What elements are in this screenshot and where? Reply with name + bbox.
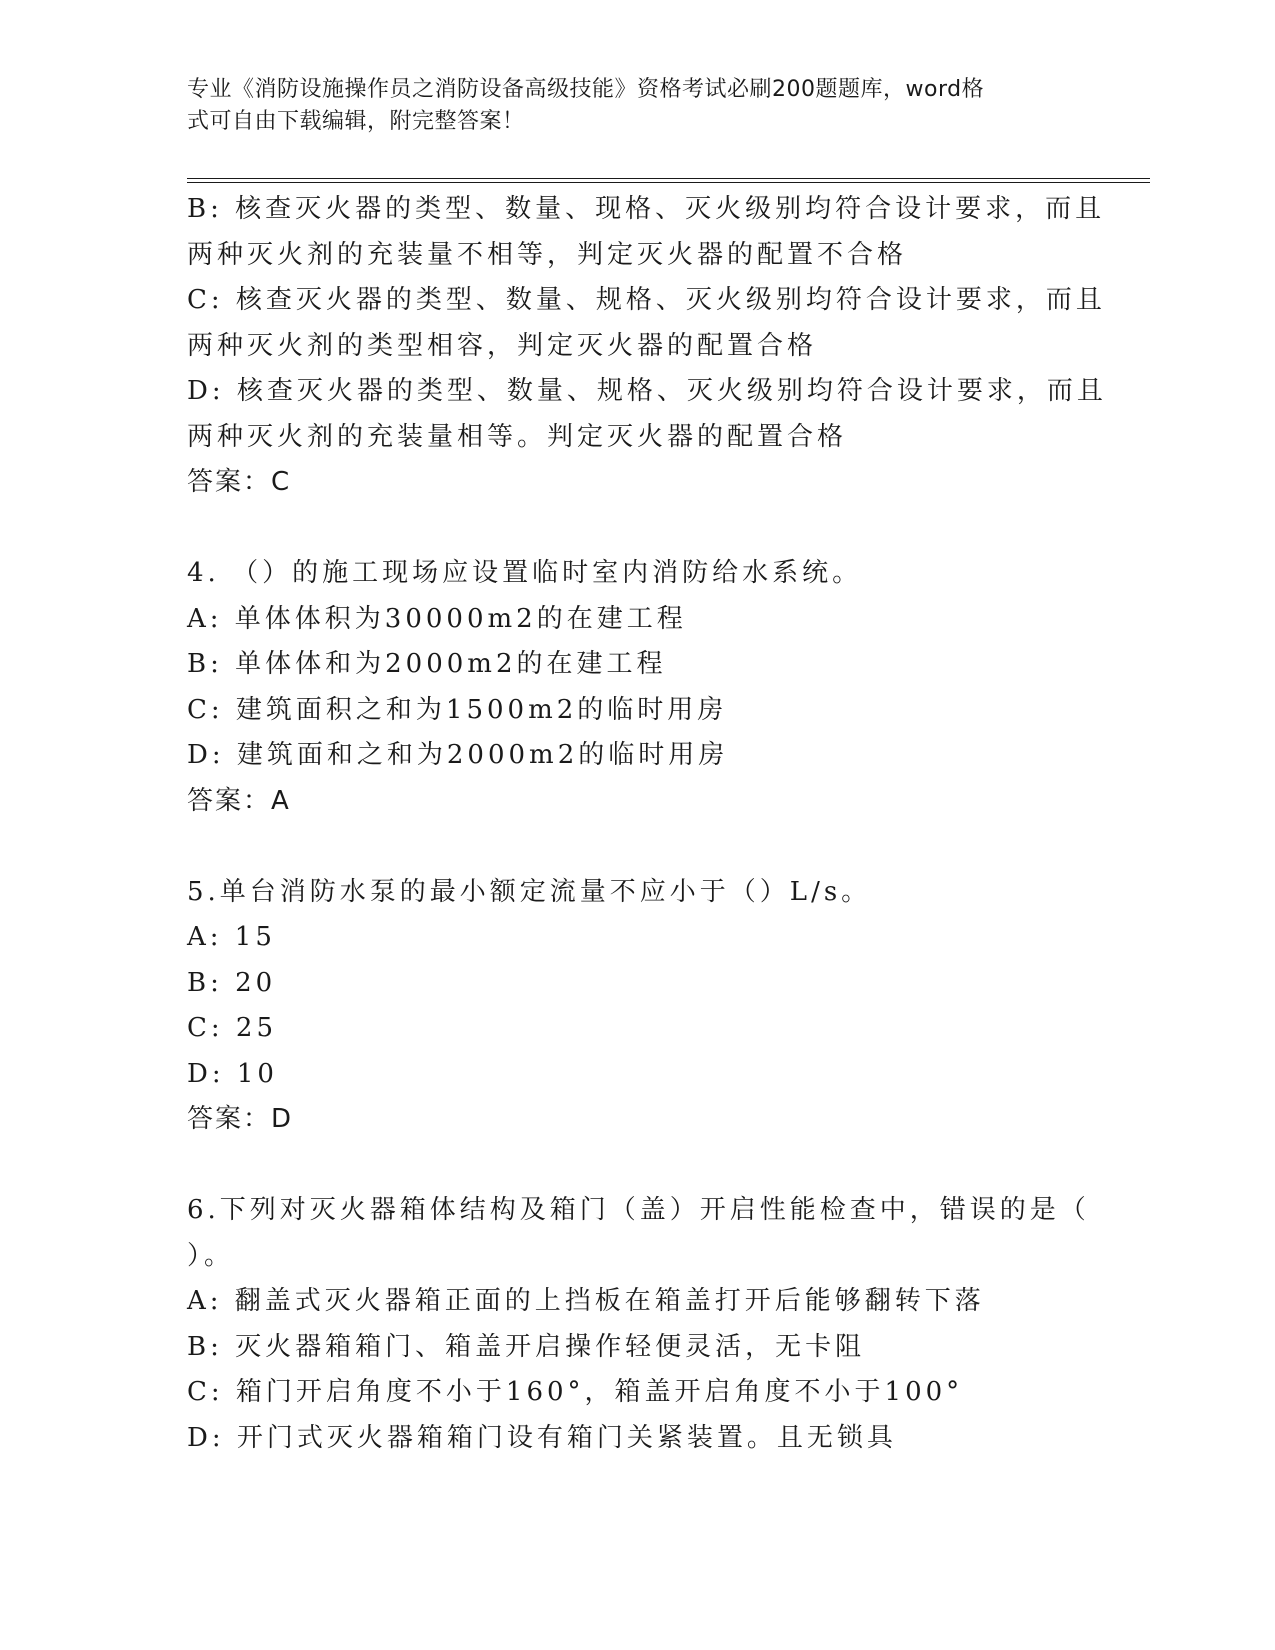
- q6-option-a: A: 翻盖式灭火器箱正面的上挡板在箱盖打开后能够翻转下落: [187, 1286, 985, 1316]
- q6-option-d: D: 开门式灭火器箱箱门设有箱门关紧装置。且无锁具: [187, 1422, 897, 1453]
- q5-option-a: A: 15: [187, 922, 276, 952]
- question-6: [187, 1188, 1090, 1461]
- q3-option-c-line-1: C: 核查灭火器的类型、数量、规格、灭火级别均符合设计要求，而且: [187, 285, 1106, 315]
- q3-option-c-line-2: 两种灭火剂的类型相容，判定灭火器的配置合格: [187, 330, 818, 361]
- spacer: [187, 824, 1087, 870]
- document-header: [187, 74, 1077, 138]
- q4-answer: 答案：A: [187, 785, 291, 816]
- q3-option-d-line-2: 两种灭火剂的充装量相等。判定灭火器的配置合格: [187, 421, 848, 452]
- q6-question-line-2: ）。: [187, 1240, 235, 1271]
- q6-option-b: B: 灭火器箱箱门、箱盖开启操作轻便灵活，无卡阻: [187, 1331, 866, 1362]
- q6-option-c: C: 箱门开启角度不小于160°，箱盖开启角度不小于100°: [187, 1377, 964, 1407]
- q4-option-d: D: 建筑面和之和为2000m2的临时用房: [187, 740, 729, 770]
- q5-answer: 答案：D: [187, 1104, 294, 1134]
- spacer: [187, 1143, 1087, 1189]
- question-4: [187, 551, 1087, 824]
- q3-option-d-line-1: D: 核查灭火器的类型、数量、规格、灭火级别均符合设计要求，而且: [187, 376, 1107, 406]
- q3-option-b-line-2: 两种灭火剂的充装量不相等，判定灭火器的配置不合格: [187, 239, 908, 270]
- q5-question: 5.单台消防水泵的最小额定流量不应小于（）L/s。: [187, 876, 872, 907]
- q5-option-b: B: 20: [187, 967, 277, 998]
- q6-question-line-1: 6.下列对灭火器箱体结构及箱门（盖）开启性能检查中，错误的是（: [187, 1195, 1090, 1225]
- q5-option-d: D: 10: [187, 1058, 278, 1089]
- q3-option-b-line-1: B: 核查灭火器的类型、数量、现格、灭火级别均符合设计要求，而且: [187, 194, 1106, 224]
- header-line-1: 专业《消防设施操作员之消防设备高级技能》资格考试必刷200题题库，word格: [187, 77, 985, 102]
- spacer: [187, 506, 1087, 552]
- header-rule-bottom: [187, 182, 1150, 183]
- header-line-2: 式可自由下载编辑，附完整答案！: [187, 109, 525, 134]
- question-3: [187, 187, 1107, 506]
- header-rule-top: [187, 178, 1150, 179]
- q4-option-c: C: 建筑面积之和为1500m2的临时用房: [187, 694, 728, 725]
- document-body: [187, 187, 1107, 1461]
- question-5: [187, 870, 1087, 1143]
- q5-option-c: C: 25: [187, 1013, 278, 1043]
- q3-answer: 答案：C: [187, 467, 292, 497]
- q4-question: 4. （）的施工现场应设置临时室内消防给水系统。: [187, 558, 863, 588]
- q4-option-b: B: 单体体和为2000m2的在建工程: [187, 649, 667, 679]
- q4-option-a: A: 单体体积为30000m2的在建工程: [187, 603, 687, 634]
